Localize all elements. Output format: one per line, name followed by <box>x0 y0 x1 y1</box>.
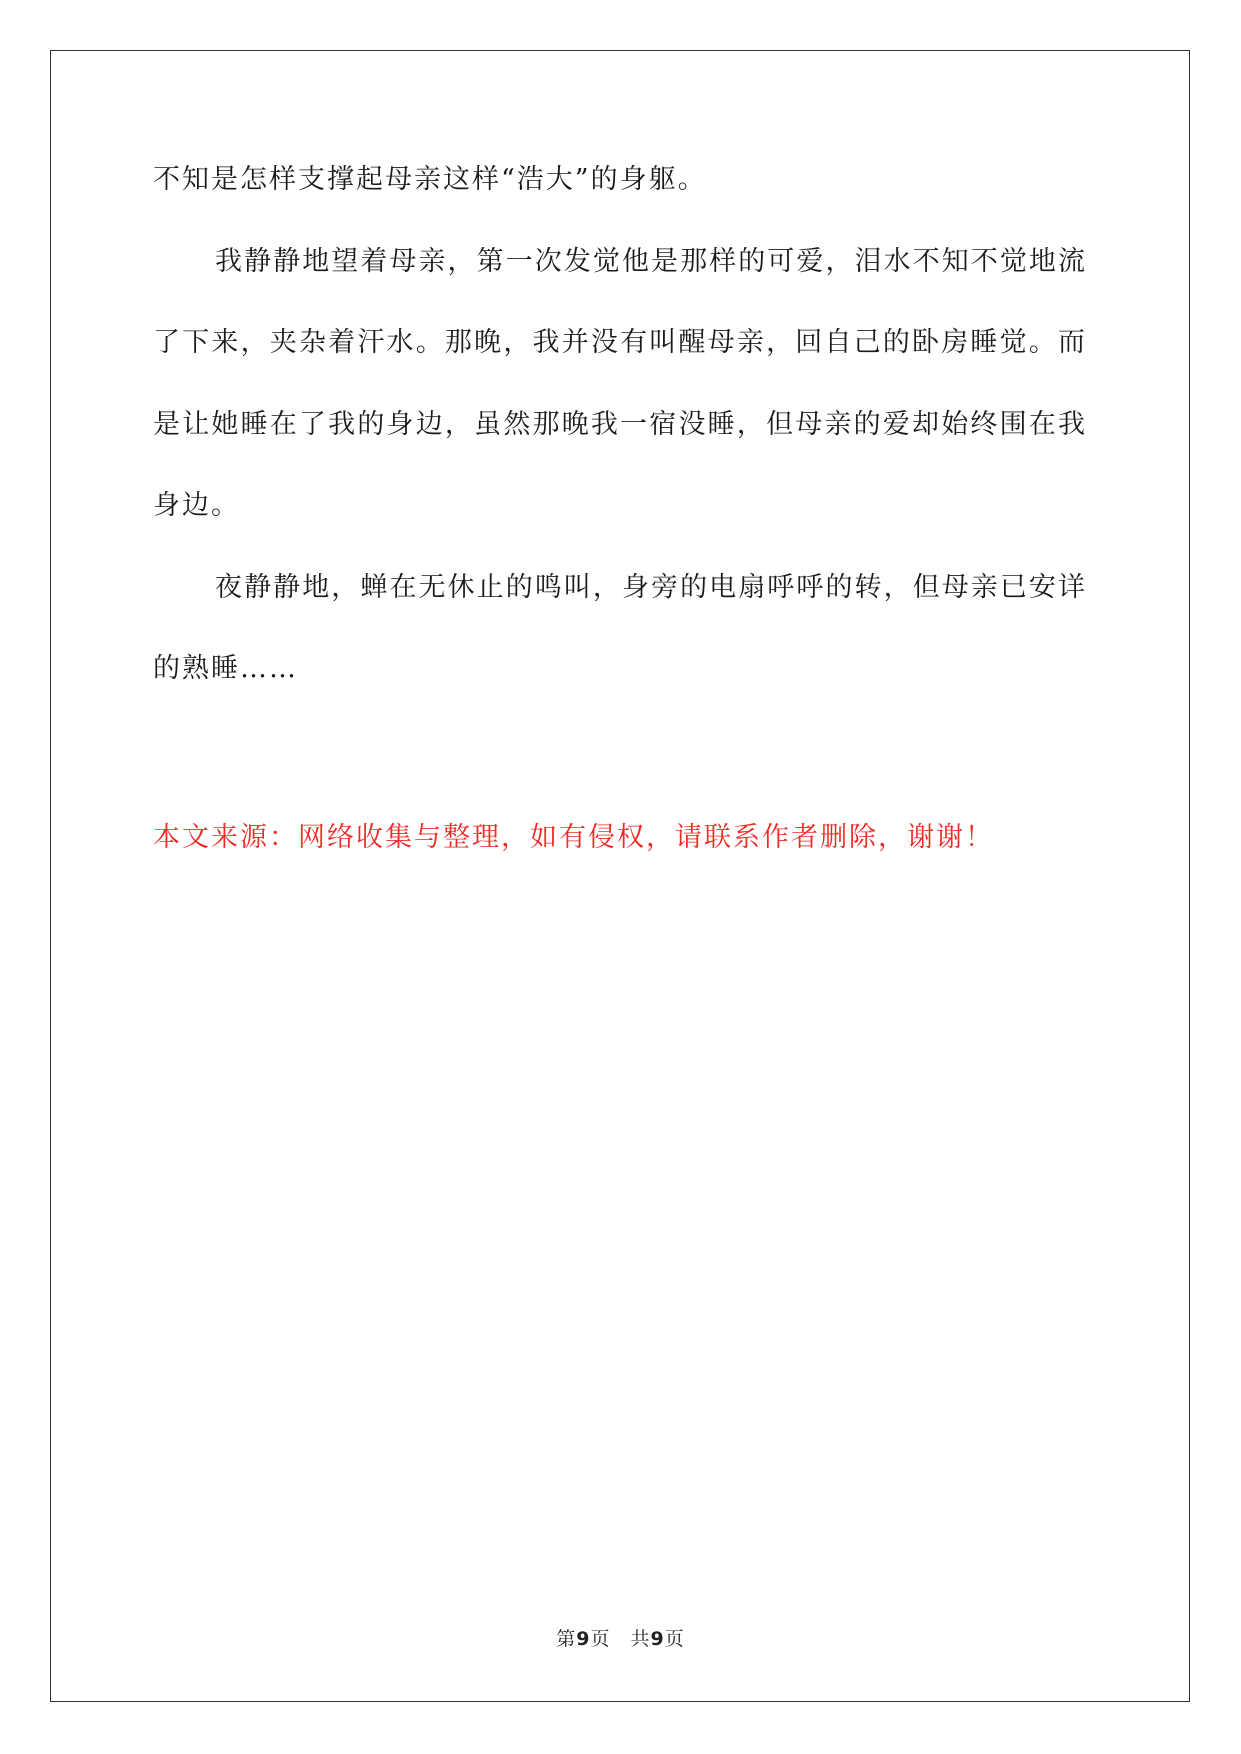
total-page-number: 9 <box>650 1628 665 1650</box>
page-prefix: 第 <box>556 1628 577 1650</box>
total-prefix: 共 <box>630 1628 651 1650</box>
source-note: 本文来源：网络收集与整理，如有侵权，请联系作者删除，谢谢！ <box>153 822 994 853</box>
document-body <box>153 166 1087 710</box>
paragraph-3: 夜静静地，蝉在无休止的鸣叫，身旁的电扇呼呼的转，但母亲已安详的熟睡…… <box>153 571 1087 684</box>
current-page-number: 9 <box>576 1628 591 1650</box>
total-suffix: 页 <box>664 1628 685 1650</box>
paragraph-2: 我静静地望着母亲，第一次发觉他是那样的可爱，泪水不知不觉地流了下来，夹杂着汗水。那晚，我并没有叫醒母亲，回自己的卧房睡觉。而是让她睡在了我的身边，虽然那晚我一宿没睡，但母亲的爱却始终围在我身边。 <box>153 245 1087 521</box>
paragraph-1: 不知是怎样支撑起母亲这样“浩大”的身躯。 <box>153 164 707 195</box>
page-footer <box>0 1624 1241 1651</box>
page-suffix: 页 <box>590 1628 611 1650</box>
